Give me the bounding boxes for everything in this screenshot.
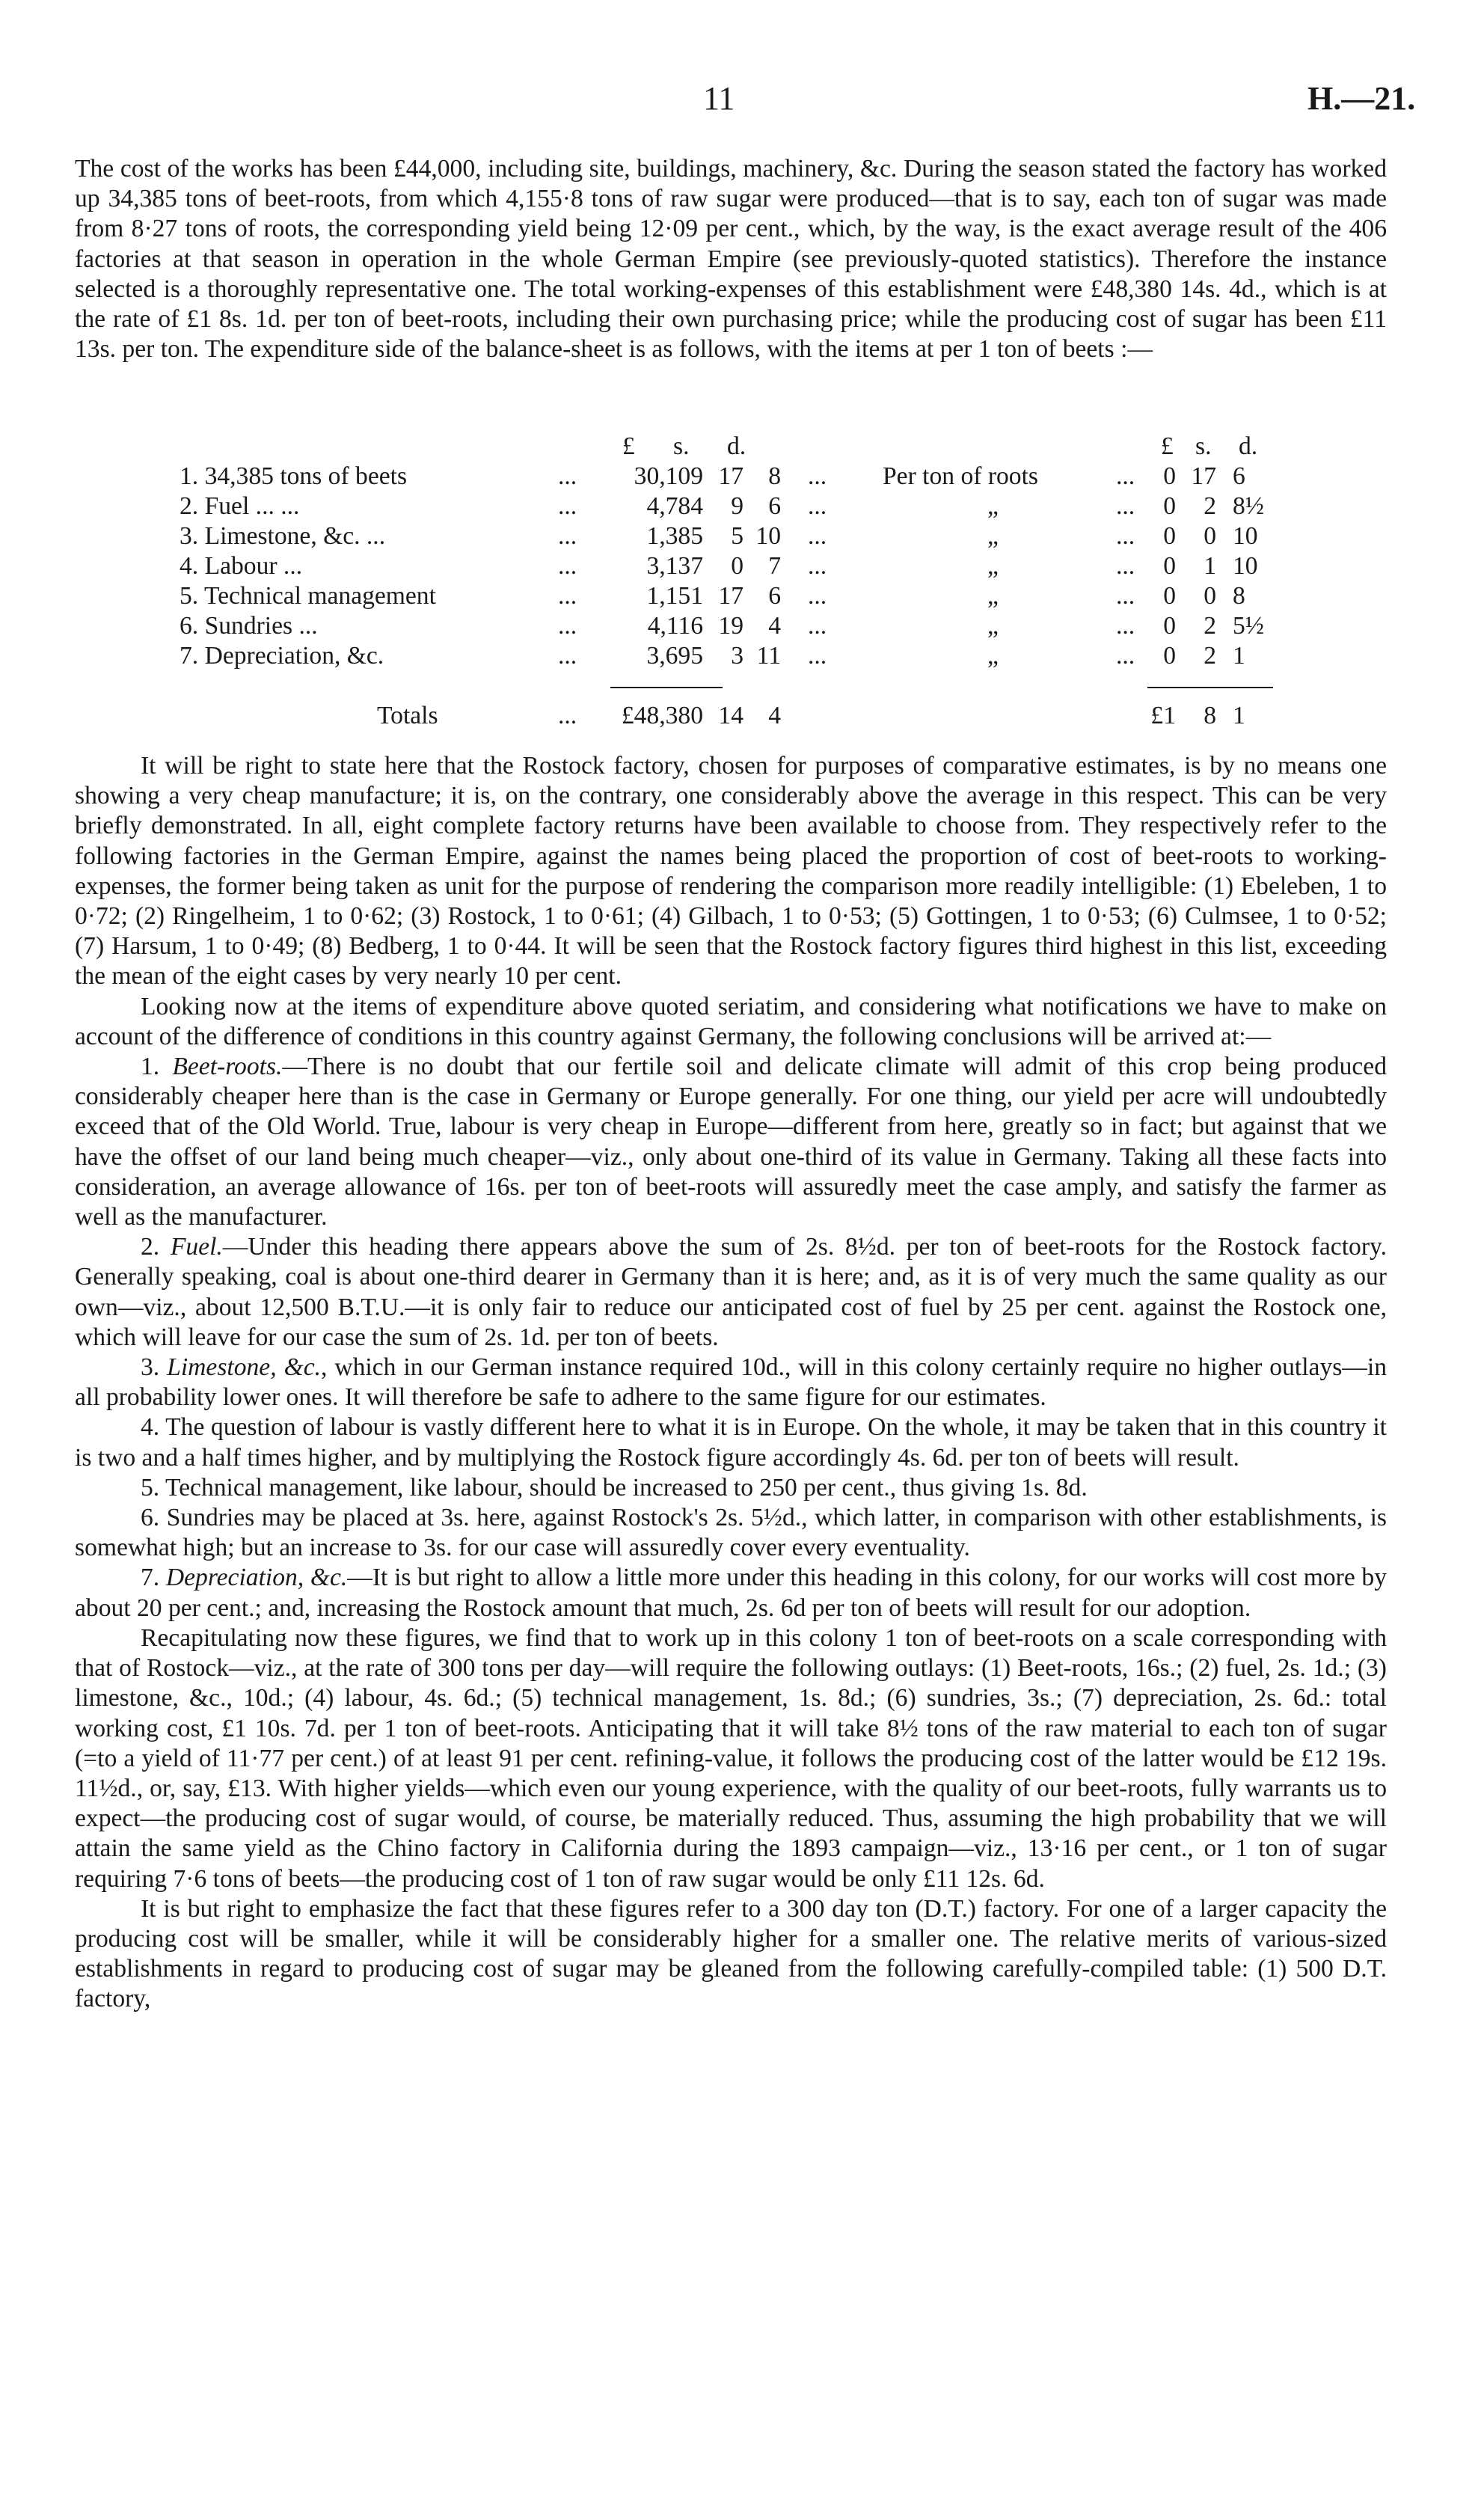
body-text xyxy=(75,751,1387,2015)
row-shillings: 19 xyxy=(718,612,743,640)
row-leader: ... xyxy=(558,642,577,670)
paragraph-beet-roots xyxy=(75,1052,1387,1232)
row-shillings: 3 xyxy=(731,642,743,670)
header-per-pounds: £ xyxy=(1161,432,1174,460)
paragraph-depreciation xyxy=(75,1563,1387,1623)
row-per-pence: 1 xyxy=(1233,642,1245,670)
totals-per-shillings: 8 xyxy=(1204,702,1216,729)
row-pounds: 1,385 xyxy=(646,522,703,550)
row-leader-3: ... xyxy=(1116,612,1135,640)
row-leader-2: ... xyxy=(808,582,827,610)
header-per-shillings: s. xyxy=(1195,432,1212,460)
paragraph-limestone xyxy=(75,1353,1387,1412)
row-leader-2: ... xyxy=(808,462,827,490)
table-row xyxy=(0,552,1484,582)
row-leader-3: ... xyxy=(1116,582,1135,610)
row-per-pounds: 0 xyxy=(1163,582,1176,610)
row-per-label: „ xyxy=(987,552,999,580)
totals-per-pence: 1 xyxy=(1233,702,1245,729)
row-leader-3: ... xyxy=(1116,522,1135,550)
totals-rule-right xyxy=(1147,687,1273,688)
totals-pounds: £48,380 xyxy=(621,702,703,729)
row-item: 4. Labour ... xyxy=(180,552,303,580)
row-per-shillings: 2 xyxy=(1204,642,1216,670)
limestone-number: 3. xyxy=(141,1353,168,1382)
paragraph-fuel xyxy=(75,1232,1387,1353)
row-shillings: 17 xyxy=(718,462,743,490)
row-per-label: „ xyxy=(987,522,999,550)
header-total-shillings: s. xyxy=(673,432,690,460)
row-per-label: „ xyxy=(987,612,999,640)
row-pounds: 30,109 xyxy=(634,462,703,490)
row-leader-3: ... xyxy=(1116,552,1135,580)
intro-paragraph-block xyxy=(75,154,1387,364)
row-item: 2. Fuel ... ... xyxy=(180,492,300,520)
row-leader: ... xyxy=(558,612,577,640)
header-total-pounds: £ xyxy=(622,432,635,460)
limestone-heading: Limestone, &c. xyxy=(167,1353,321,1382)
row-leader: ... xyxy=(558,492,577,520)
limestone-text: , which in our German instance required 10d., will in this colony certainly require no higher outlays—in all probability lower ones. It will therefore be safe to adhere to the same figure for our estimates. xyxy=(75,1353,1387,1412)
row-per-shillings: 0 xyxy=(1204,522,1216,550)
table-row xyxy=(0,642,1484,672)
row-per-pounds: 0 xyxy=(1163,462,1176,490)
row-per-shillings: 1 xyxy=(1204,552,1216,580)
beet-roots-number: 1. xyxy=(141,1053,173,1081)
row-pence: 6 xyxy=(768,492,781,520)
row-pence: 4 xyxy=(768,612,781,640)
beet-roots-heading: Beet-roots. xyxy=(172,1053,283,1081)
table-row xyxy=(0,522,1484,552)
row-per-pounds: 0 xyxy=(1163,552,1176,580)
row-leader-3: ... xyxy=(1116,492,1135,520)
row-pence: 7 xyxy=(768,552,781,580)
row-per-label: Per ton of roots xyxy=(883,462,1038,490)
paragraph-rostock-comparison: It will be right to state here that the Rostock factory, chosen for purposes of comparative estimates, is by no means one showing a very cheap manufacture; it is, on the contrary, one considerably above the average in this respect. This can be very briefly demonstrated. In all, eight complete factory returns have been available to choose from. They respectively refer to the following factories in the German Empire, against the names being placed the proportion of cost of beet-roots to working-expenses, the former being taken as unit for the purpose of rendering the comparison more readily intelligible: (1) Ebeleben, 1 to 0·72; (2) Ringelheim, 1 to 0·62; (3) Rostock, 1 to 0·61; (4) Gilbach, 1 to 0·53; (5) Gottingen, 1 to 0·53; (6) Culmsee, 1 to 0·52; (7) Harsum, 1 to 0·49; (8) Bedberg, 1 to 0·44. It will be seen that the Rostock factory figures third highest in this list, exceeding the mean of the eight cases by very nearly 10 per cent. xyxy=(75,752,1387,991)
table-row xyxy=(0,582,1484,612)
row-leader-2: ... xyxy=(808,612,827,640)
row-per-pence: 10 xyxy=(1233,522,1258,550)
row-pounds: 1,151 xyxy=(646,582,703,610)
row-shillings: 0 xyxy=(731,552,743,580)
row-pounds: 4,116 xyxy=(647,612,703,640)
row-shillings: 17 xyxy=(718,582,743,610)
row-pence: 11 xyxy=(756,642,781,670)
row-per-label: „ xyxy=(987,492,999,520)
totals-per-pounds: £1 xyxy=(1150,702,1176,729)
depreciation-text: —It is but right to allow a little more under this heading in this colony, for our works will cost more by about 20 per cent.; and, increasing the Rostock amount that much, 2s. 6d per ton of beets will result for our adoption. xyxy=(75,1564,1387,1622)
row-item: 1. 34,385 tons of beets xyxy=(180,462,408,490)
row-per-pence: 6 xyxy=(1233,462,1245,490)
paragraph-labour: 4. The question of labour is vastly different here to what it is in Europe. On the whole, it may be taken that in this country it is two and a half times higher, and by multiplying the Rostock figure accordingly 4s. 6d. per ton of beets will result. xyxy=(75,1413,1387,1472)
row-per-pence: 8½ xyxy=(1233,492,1264,520)
depreciation-number: 7. xyxy=(141,1564,166,1592)
row-item: 3. Limestone, &c. ... xyxy=(180,522,386,550)
row-per-pence: 8 xyxy=(1233,582,1245,610)
row-pence: 6 xyxy=(768,582,781,610)
document-reference: H.—21. xyxy=(1307,80,1416,117)
row-per-pounds: 0 xyxy=(1163,612,1176,640)
row-shillings: 9 xyxy=(731,492,743,520)
row-pence: 10 xyxy=(755,522,781,550)
fuel-heading: Fuel. xyxy=(170,1233,223,1261)
paragraph-factory-size: It is but right to emphasize the fact that these figures refer to a 300 day ton (D.T.) factory. For one of a larger capacity the producing cost will be smaller, while it will be considerably higher for a smaller one. The relative merits of various-sized establishments in regard to producing cost of sugar may be gleaned from the following carefully-compiled table: (1) 500 D.T. factory, xyxy=(75,1894,1387,2013)
row-per-pounds: 0 xyxy=(1163,492,1176,520)
paragraph-recapitulation: Recapitulating now these figures, we find that to work up in this colony 1 ton of beet-roots on a scale corresponding with that of Rostock—viz., at the rate of 300 tons per day—will require the following outlays: (1) Beet-roots, 16s.; (2) fuel, 2s. 1d.; (3) limestone, &c., 10d.; (4) labour, 4s. 6d.; (5) technical management, 1s. 8d.; (6) sundries, 3s.; (7) depreciation, 2s. 6d.: total working cost, £1 10s. 7d. per 1 ton of beet-roots. Anticipating that it will take 8½ tons of the raw material to each ton of sugar (=to a yield of 11·77 per cent.) of at least 91 per cent. refining-value, it follows the producing cost of the latter would be £12 19s. 11½d., or, say, £13. With higher yields—which even our young experience, with the quality of our beet-roots, fully warrants us to expect—the producing cost of sugar would, of course, be materially reduced. Thus, assuming the high probability that we will attain the same yield as the Chino factory in California during the 1893 campaign—viz., 13·16 per cent., or 1 ton of sugar requiring 7·6 tons of beets—the producing cost of 1 ton of raw sugar would be only £11 12s. 6d. xyxy=(75,1623,1387,1893)
row-per-label: „ xyxy=(987,582,999,610)
row-pounds: 3,137 xyxy=(646,552,703,580)
totals-rule-left xyxy=(610,687,723,688)
row-leader: ... xyxy=(558,582,577,610)
row-leader-3: ... xyxy=(1116,462,1135,490)
row-pence: 8 xyxy=(768,462,781,490)
row-per-pence: 10 xyxy=(1233,552,1258,580)
row-per-pounds: 0 xyxy=(1163,522,1176,550)
paragraph-sundries: 6. Sundries may be placed at 3s. here, against Rostock's 2s. 5½d., which latter, in comparison with other establishments, is somewhat high; but an increase to 3s. for our case will assuredly cover every eventuality. xyxy=(75,1504,1387,1562)
header-total-pence: d. xyxy=(727,432,746,460)
row-shillings: 5 xyxy=(731,522,743,550)
table-row xyxy=(0,612,1484,642)
totals-pence: 4 xyxy=(768,702,781,729)
totals-shillings: 14 xyxy=(718,702,743,729)
table-row xyxy=(0,462,1484,492)
row-pounds: 4,784 xyxy=(646,492,703,520)
row-leader-2: ... xyxy=(808,642,827,670)
totals-leader: ... xyxy=(558,702,577,729)
header-per-pence: d. xyxy=(1239,432,1258,460)
row-leader: ... xyxy=(558,552,577,580)
row-per-shillings: 17 xyxy=(1191,462,1216,490)
row-per-shillings: 2 xyxy=(1204,492,1216,520)
paragraph-technical-management: 5. Technical management, like labour, should be increased to 250 per cent., thus giving 1s. 8d. xyxy=(141,1473,1088,1501)
row-leader-3: ... xyxy=(1116,642,1135,670)
row-per-label: „ xyxy=(987,642,999,670)
row-per-pence: 5½ xyxy=(1233,612,1264,640)
row-per-shillings: 0 xyxy=(1204,582,1216,610)
row-leader: ... xyxy=(558,462,577,490)
row-item: 7. Depreciation, &c. xyxy=(180,642,384,670)
depreciation-heading: Depreciation, &c. xyxy=(165,1564,348,1592)
row-item: 6. Sundries ... xyxy=(180,612,318,640)
fuel-number: 2. xyxy=(141,1233,171,1261)
table-row xyxy=(0,492,1484,522)
intro-paragraph: The cost of the works has been £44,000, including site, buildings, machinery, &c. During the season stated the factory has worked up 34,385 tons of beet-roots, from which 4,155·8 tons of raw sugar were produced—that is to say, each ton of sugar was made from 8·27 tons of roots, the corresponding yield being 12·09 per cent., which, by the way, is the exact average result of the 406 factories at that season in operation in the whole German Empire (see previously-quoted statistics). Therefore the instance selected is a thoroughly representative one. The total working-expenses of this establishment were £48,380 14s. 4d., which is at the rate of £1 8s. 1d. per ton of beet-roots, including their own purchasing price; while the producing cost of sugar has been £11 13s. per ton. The expenditure side of the balance-sheet is as follows, with the items at per 1 ton of beets :— xyxy=(75,155,1387,364)
row-per-pounds: 0 xyxy=(1163,642,1176,670)
row-pounds: 3,695 xyxy=(646,642,703,670)
row-leader-2: ... xyxy=(808,522,827,550)
paragraph-conclusions-intro: Looking now at the items of expenditure above quoted seriatim, and considering what notifications we have to make on account of the difference of conditions in this country against Germany, the following conclusions will be arrived at:— xyxy=(75,992,1387,1050)
beet-roots-text: —There is no doubt that our fertile soil and delicate climate will admit of this crop being produced considerably cheaper here than is the case in Germany or Europe generally. For one thing, our yield per acre will undoubtedly exceed that of the Old World. True, labour is very cheap in Europe—different from here, greatly so in fact; but against that we have the offset of our land being much cheaper—viz., only about one-third of its value in Germany. Taking all these facts into consideration, an average allowance of 16s. per ton of beet-roots will assuredly meet the case amply, and satisfy the farmer as well as the manufacturer. xyxy=(75,1053,1387,1231)
fuel-text: —Under this heading there appears above the sum of 2s. 8½d. per ton of beet-roots for the Rostock factory. Generally speaking, coal is about one-third dearer in Germany than it is here; and, as it is of very much the same quality as our own—viz., about 12,500 B.T.U.—it is only fair to reduce our anticipated cost of fuel by 25 per cent. against the Rostock one, which will leave for our case the sum of 2s. 1d. per ton of beets. xyxy=(75,1233,1387,1351)
page-number: 11 xyxy=(703,80,735,117)
row-per-shillings: 2 xyxy=(1204,612,1216,640)
row-leader-2: ... xyxy=(808,492,827,520)
totals-label: Totals xyxy=(377,702,438,729)
row-leader: ... xyxy=(558,522,577,550)
row-leader-2: ... xyxy=(808,552,827,580)
row-item: 5. Technical management xyxy=(180,582,436,610)
totals-row xyxy=(0,702,1484,735)
